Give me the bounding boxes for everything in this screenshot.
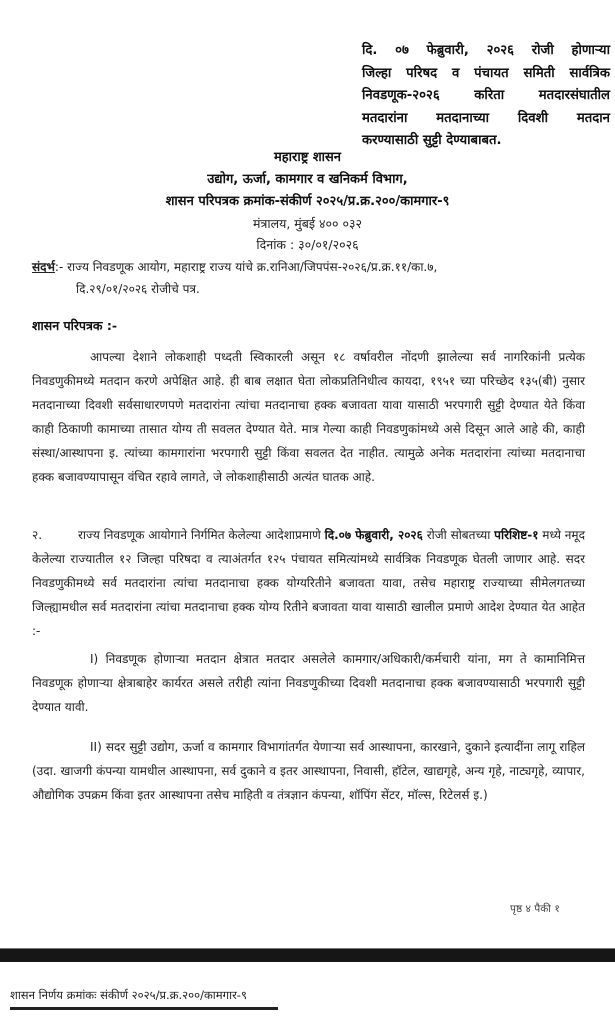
subject-block bbox=[362, 40, 610, 153]
subject-line: मतदारांना मतदानाच्या दिवशी मतदान bbox=[362, 110, 610, 126]
government-name: महाराष्ट्र शासन bbox=[273, 150, 342, 165]
paragraph-number: २. bbox=[32, 528, 43, 542]
reference-block bbox=[32, 256, 592, 300]
footer-reference: शासन निर्णय क्रमांकः संकीर्ण २०२५/प्र.क्र.२००/कामगार-९ bbox=[10, 988, 247, 1002]
reference-line-1: राज्य निवडणूक आयोग, महाराष्ट्र राज्य यांचे क्र.रानिआ/जिपपंस-२०२६/प्र.क्र.११/का.७, bbox=[67, 260, 438, 274]
page-number: पृष्ठ ४ पैकी १ bbox=[510, 903, 560, 915]
paragraph-1: आपल्या देशाने लोकशाही पध्दती स्विकारली असून १८ वर्षावरील नोंदणी झालेल्या सर्व नागरिकांनी प्रत्येक निवडणुकीमध्ये मतदान करणे अपेक्षित आहे. ही बाब लक्षात घेता लोकप्रतिनिधीत्व कायदा, १९५१ च्या परिच्छेद १३५(बी) नुसार मतदानाच्या दिवशी सर्वसाधारणपणे मतदारांना त्यांचा मतदानाचा हक्क बजावता यावा यासाठी भरपगारी सुट्टी देण्यात येते किंवा काही ठिकाणी कामाच्या तासात योग्य ती सवलत देण्यात येते. मात्र गेल्या काही निवडणुकांमध्ये असे दिसून आले आहे की, काही संस्था/आस्थापना इ. त्यांच्या कामगारांना भरपगारी सुट्टी किंवा सवलत देत नाहीत. त्यामुळे अनेक मतदारांना त्यांच्या मतदानाचा हक्क बजावण्यापासून वंचित रहावे लागते, जे लोकशाहीसाठी अत्यंत घातक आहे. bbox=[32, 350, 585, 484]
paragraph-2-text-c: मध्ये नमूद केलेल्या राज्यातील १२ जिल्हा परिषदा व त्याअंतर्गत १२५ पंचायत समित्यांमध्ये सार्वत्रिक निवडणूक घेतली जाणार आहे. सदर निवडणुकीमध्ये सर्व मतदारांना त्यांचा मतदानाचा हक्क योग्यरितीने बजावता यावा, तसेच महाराष्ट्र राज्याच्या सीमेलगतच्या जिल्ह्यामधील सर्व मतदारांना त्यांचा मतदानाचा हक्क योग्य रितीने बजावता यावा यासाठी खालील प्रमाणे आदेश देण्यात येत आहेत :- bbox=[32, 528, 585, 638]
circular-number: शासन परिपत्रक क्रमांक-संकीर्ण २०२५/प्र.क्र.२००/कामगार-९ bbox=[165, 194, 450, 209]
subject-line: निवडणूक-२०२६ करिता मतदारसंघातील bbox=[362, 88, 610, 103]
document-date: दिनांक : ३०/०१/२०२६ bbox=[256, 237, 359, 252]
page-separator-band bbox=[0, 948, 615, 962]
document-header bbox=[100, 147, 515, 255]
order-item-2: II) सदर सुट्टी उद्योग, ऊर्जा व कामगार विभागांतर्गत येणाऱ्या सर्व आस्थापना, कारखाने, दुकाने इत्यादींना लागू राहिल (उदा. खाजगी कंपन्या यामधील आस्थापना, सर्व दुकाने व इतर आस्थापना, निवासी, हॉटेल, खाद्यगृहे, अन्य गृहे, नाट्यगृहे, व्यापार, औद्योगिक उपक्रम किंवा इतर आस्थापना तसेच माहिती व तंत्रज्ञान कंपन्या, शॉपिंग सेंटर, मॉल्स, रिटेलर्स इ.) bbox=[32, 740, 585, 802]
annexure-bold: परिशिष्ट-१ bbox=[494, 528, 539, 542]
reference-line-2: दि.२९/०१/२०२६ रोजीचे पत्र. bbox=[76, 282, 200, 296]
footer-underline bbox=[10, 1007, 278, 1010]
subject-line: जिल्हा परिषद व पंचायत समिती सार्वत्रिक bbox=[362, 65, 610, 81]
address: मंत्रालय, मुंबई ४०० ०३२ bbox=[253, 216, 362, 231]
reference-separator: :- bbox=[54, 260, 68, 274]
election-date-bold: दि.०७ फेब्रुवारी, २०२६ bbox=[324, 528, 423, 542]
subject-line: दि. ०७ फेब्रुवारी, २०२६ रोजी होणाऱ्या bbox=[362, 43, 610, 58]
paragraph-2 bbox=[32, 523, 585, 643]
department-name: उद्योग, ऊर्जा, कामगार व खनिकर्म विभाग, bbox=[207, 172, 408, 187]
paragraph-2-text-b: रोजी सोबतच्या bbox=[422, 528, 495, 542]
paragraph-2-text-a: राज्य निवडणूक आयोगाने निर्गमित केलेल्या आदेशाप्रमाणे bbox=[78, 528, 325, 542]
circular-title: शासन परिपत्रक :- bbox=[32, 318, 118, 333]
subject-line: करण्यासाठी सुट्टी देण्याबाबत. bbox=[362, 133, 502, 148]
reference-label: संदर्भ bbox=[32, 260, 55, 274]
order-item-1: I) निवडणूक होणाऱ्या मतदान क्षेत्रात मतदार असलेले कामगार/अधिकारी/कर्मचारी यांना, मग ते कामानिमित्त निवडणूक होणाऱ्या क्षेत्राबाहेर कार्यरत असले तरीही त्यांना निवडणुकीच्या दिवशी मतदानाचा हक्क बजावण्यासाठी भरपगारी सुट्टी देण्यात यावी. bbox=[32, 652, 585, 714]
